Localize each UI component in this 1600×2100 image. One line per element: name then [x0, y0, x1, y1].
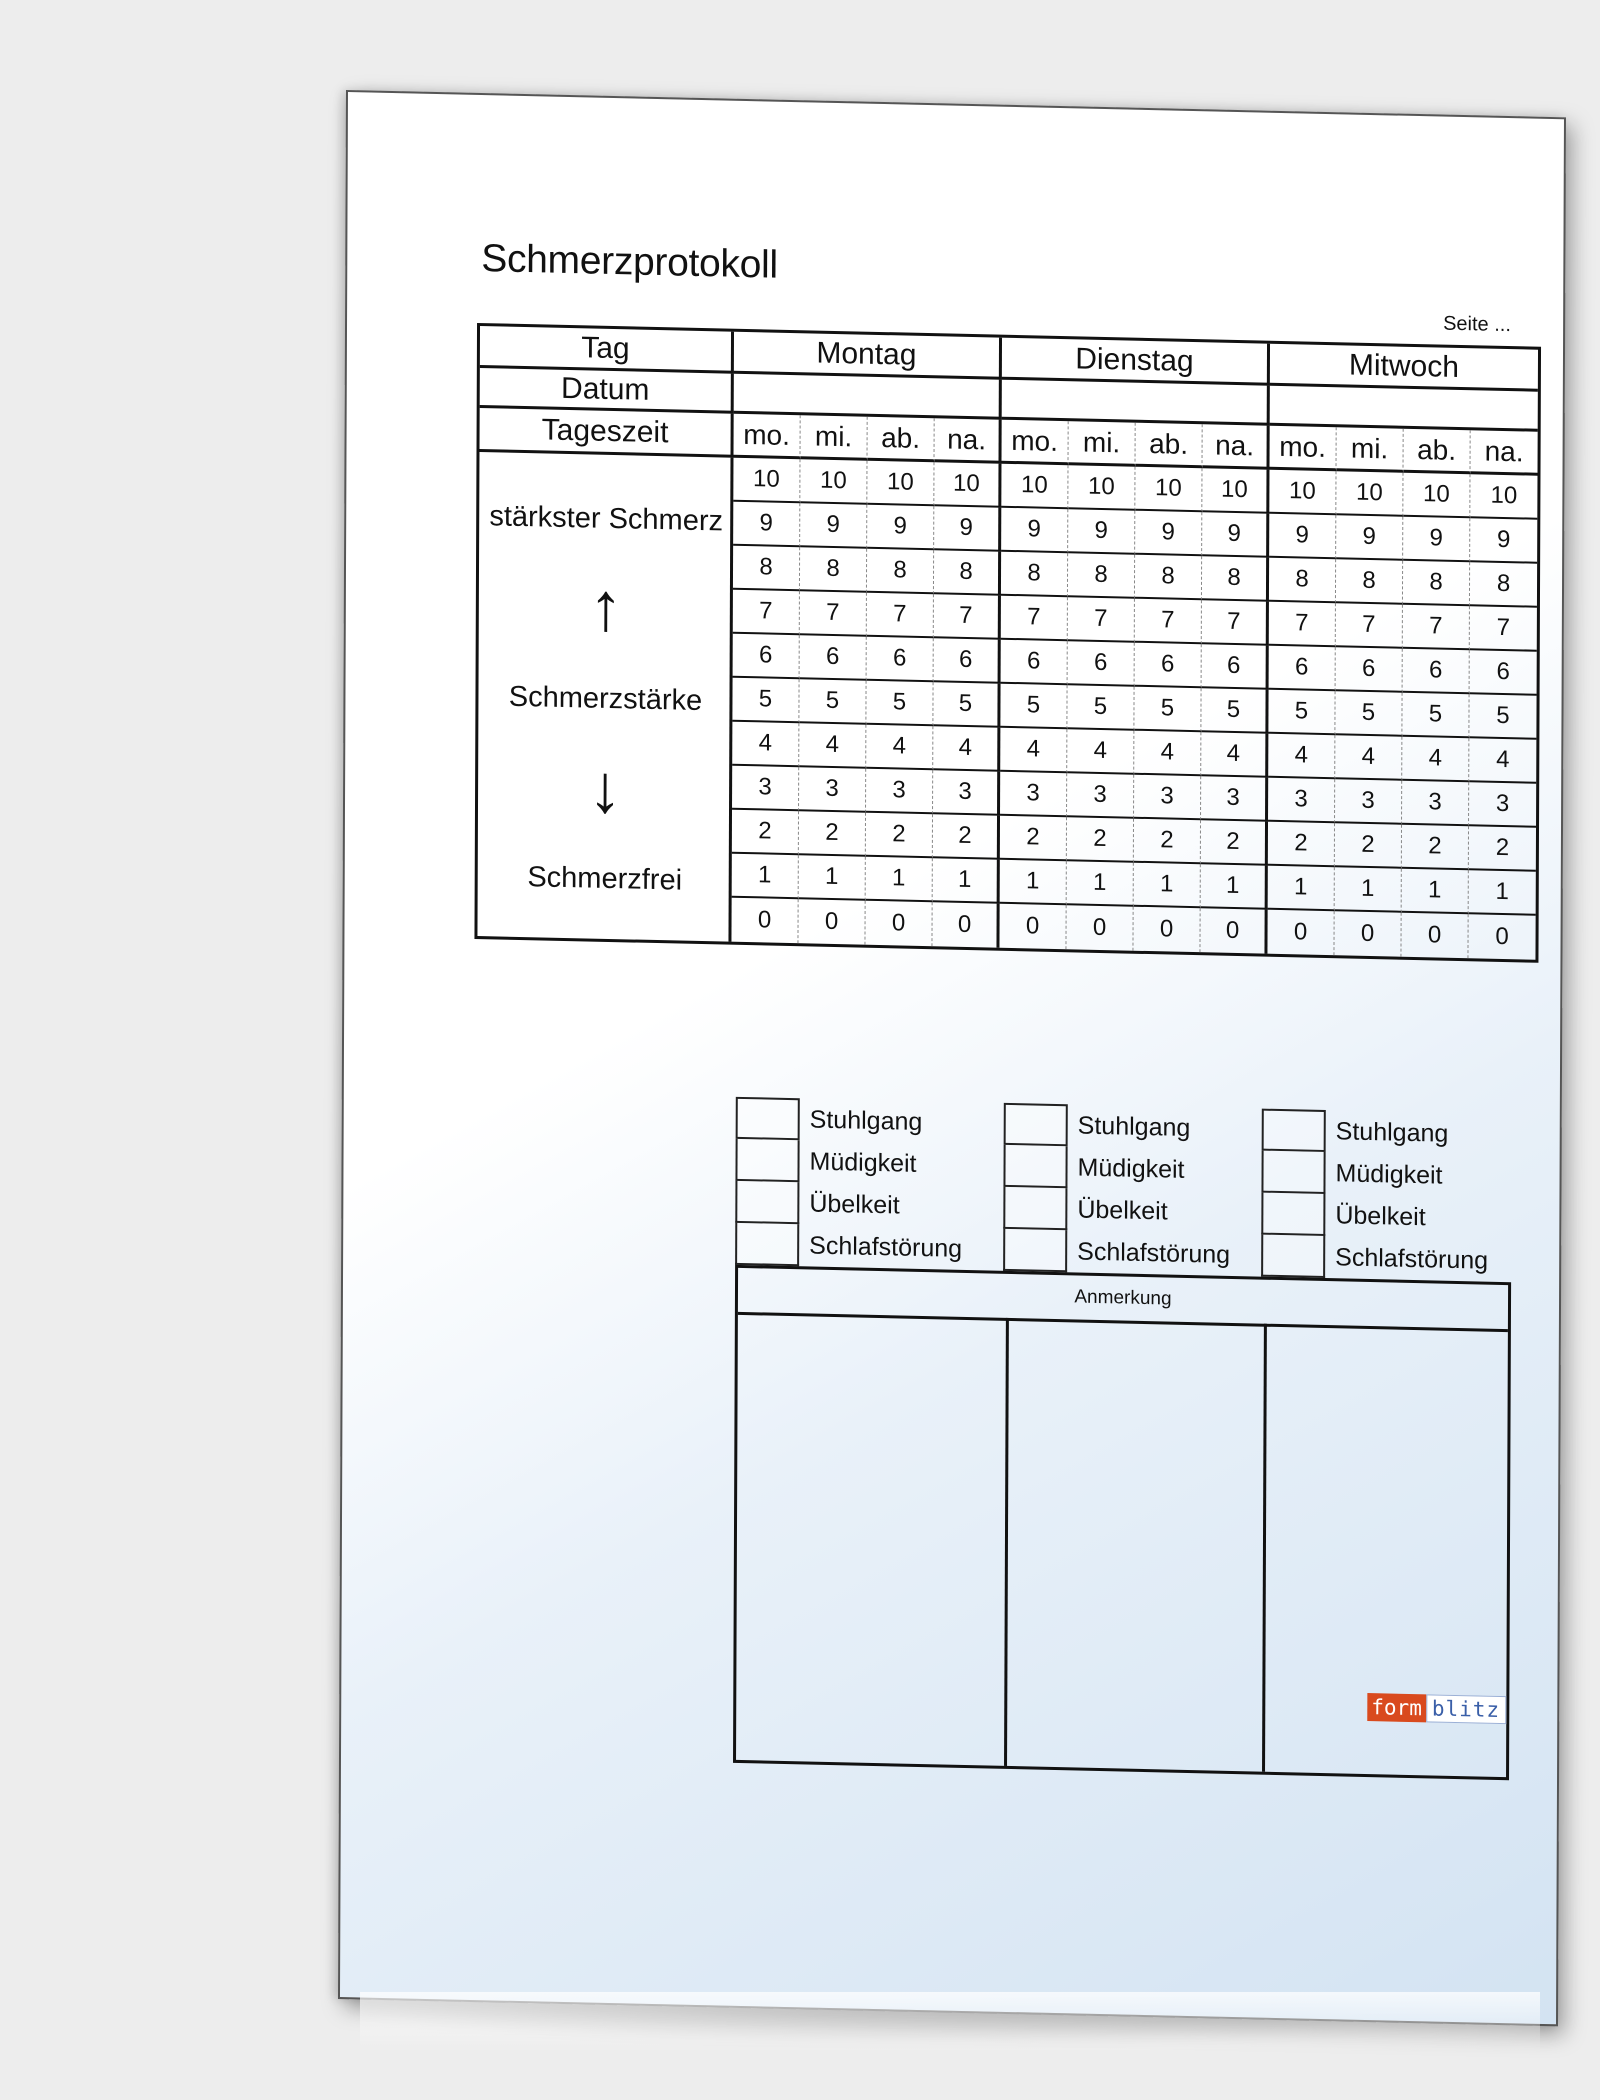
- symptom-checkbox[interactable]: [736, 1097, 800, 1140]
- symptom-checkbox[interactable]: [1262, 1109, 1326, 1152]
- pain-score-cell[interactable]: 0: [999, 904, 1066, 950]
- symptom-row: [1261, 1151, 1442, 1197]
- pain-score-cell[interactable]: 1: [799, 855, 866, 901]
- pain-score-cell[interactable]: 4: [866, 725, 933, 771]
- symptom-checkbox[interactable]: [735, 1139, 799, 1182]
- pain-score-cell[interactable]: 1: [1067, 861, 1134, 907]
- symptom-row: [1261, 1193, 1426, 1239]
- pain-score-cell[interactable]: 8: [867, 549, 934, 595]
- pain-score-cell[interactable]: 1: [1402, 869, 1469, 915]
- pain-score-cell[interactable]: 5: [1402, 693, 1469, 739]
- page-number-label: Seite ...: [1443, 312, 1511, 337]
- pain-score-cell[interactable]: 4: [1335, 735, 1402, 781]
- pain-score-cell[interactable]: 5: [1134, 687, 1201, 733]
- pain-score-cell[interactable]: 10: [1403, 473, 1470, 519]
- notes-column-1[interactable]: [1004, 1318, 1267, 1772]
- pain-score-cell[interactable]: 0: [1334, 911, 1401, 957]
- pain-score-cell[interactable]: 5: [1201, 688, 1268, 734]
- symptom-label: Übelkeit: [1335, 1200, 1426, 1231]
- date-field-0[interactable]: [734, 374, 1002, 420]
- symptom-label: Schlafstörung: [1335, 1242, 1489, 1275]
- label-pain-intensity: Schmerzstärke: [508, 680, 703, 718]
- pain-score-cell[interactable]: 10: [1470, 474, 1537, 520]
- pain-score-cell[interactable]: 3: [1134, 775, 1201, 821]
- pain-score-cell[interactable]: 8: [1001, 552, 1068, 598]
- pain-score-cell[interactable]: 7: [1001, 596, 1068, 642]
- symptom-row: [736, 1097, 923, 1143]
- pain-score-cell[interactable]: 10: [867, 461, 934, 507]
- pain-score-cell[interactable]: 7: [1336, 603, 1403, 649]
- pain-score-cell[interactable]: 2: [732, 810, 799, 856]
- pain-score-cell[interactable]: 0: [1401, 913, 1468, 959]
- time-slot-header: mo.: [733, 414, 800, 460]
- symptom-label: Übelkeit: [809, 1188, 900, 1220]
- pain-scale-table: [474, 323, 1541, 963]
- symptom-row: [1004, 1103, 1191, 1149]
- pain-score-cell[interactable]: 0: [1267, 910, 1334, 956]
- pain-score-cell[interactable]: 1: [933, 858, 1000, 904]
- pain-score-cell[interactable]: 4: [1000, 728, 1067, 774]
- symptom-checkbox[interactable]: [735, 1223, 799, 1266]
- pain-score-cell[interactable]: 3: [866, 769, 933, 815]
- pain-score-cell[interactable]: 2: [1335, 823, 1402, 869]
- document-page: [338, 90, 1566, 2026]
- logo-part-form: form: [1367, 1693, 1426, 1722]
- symptom-row: [1261, 1235, 1488, 1282]
- arrow-up-icon: ↑: [588, 568, 624, 646]
- pain-score-cell[interactable]: 8: [800, 547, 867, 593]
- pain-score-cell[interactable]: 9: [1001, 508, 1068, 554]
- pain-score-cell[interactable]: 7: [1403, 605, 1470, 651]
- pain-score-cell[interactable]: 3: [933, 770, 1000, 816]
- time-slot-header: mi.: [1068, 421, 1135, 467]
- pain-score-cell[interactable]: 1: [1000, 860, 1067, 906]
- pain-score-cell[interactable]: 6: [1202, 644, 1269, 690]
- symptom-label: Stuhlgang: [1335, 1116, 1449, 1148]
- time-slot-header: na.: [1202, 424, 1269, 470]
- pain-score-cell[interactable]: 8: [1068, 553, 1135, 599]
- symptom-row: [735, 1139, 916, 1185]
- pain-score-cell[interactable]: 6: [867, 637, 934, 683]
- pain-score-cell[interactable]: 6: [1269, 646, 1336, 692]
- notes-column-0[interactable]: [736, 1312, 1009, 1766]
- pain-score-cell[interactable]: 4: [732, 722, 799, 768]
- pain-score-cell[interactable]: 9: [1135, 511, 1202, 557]
- pain-score-cell[interactable]: 7: [867, 593, 934, 639]
- symptom-label: Schlafstörung: [809, 1230, 963, 1263]
- pain-score-cell[interactable]: 8: [934, 550, 1001, 596]
- pain-score-cell[interactable]: 2: [933, 814, 1000, 860]
- symptom-checkbox[interactable]: [1003, 1229, 1067, 1272]
- time-slot-header: ab.: [1403, 429, 1470, 475]
- day-header-1: Dienstag: [1002, 338, 1270, 386]
- time-slot-header: ab.: [867, 417, 934, 463]
- pain-score-cell[interactable]: 8: [1470, 562, 1537, 608]
- pain-score-cell[interactable]: 7: [800, 591, 867, 637]
- pain-score-cell[interactable]: 8: [733, 546, 800, 592]
- notes-header: Anmerkung: [738, 1268, 1508, 1332]
- pain-score-cell[interactable]: 5: [1335, 691, 1402, 737]
- symptom-label: Müdigkeit: [809, 1146, 917, 1178]
- pain-score-cell[interactable]: 3: [1000, 772, 1067, 818]
- pain-score-cell[interactable]: 1: [732, 854, 799, 900]
- pain-score-cell[interactable]: 8: [1135, 555, 1202, 601]
- pain-score-cell[interactable]: 0: [798, 899, 865, 945]
- symptom-checkbox[interactable]: [1261, 1235, 1325, 1278]
- time-slot-header: mo.: [1001, 420, 1068, 466]
- page-reflection: [360, 1992, 1540, 2052]
- pain-score-cell[interactable]: 10: [1135, 467, 1202, 513]
- pain-score-cell[interactable]: 4: [1469, 738, 1536, 784]
- pain-score-cell[interactable]: 4: [1067, 729, 1134, 775]
- pain-score-cell[interactable]: 7: [1470, 606, 1537, 652]
- symptom-row: [735, 1181, 900, 1227]
- time-slot-header: ab.: [1135, 423, 1202, 469]
- pain-score-cell[interactable]: 8: [1336, 559, 1403, 605]
- pain-score-cell[interactable]: 2: [799, 811, 866, 857]
- symptom-row: [1262, 1109, 1449, 1155]
- symptom-checkbox[interactable]: [1261, 1193, 1325, 1236]
- pain-score-cell[interactable]: 1: [1201, 864, 1268, 910]
- pain-score-cell[interactable]: 2: [1134, 819, 1201, 865]
- pain-score-cell[interactable]: 6: [1336, 647, 1403, 693]
- pain-score-cell[interactable]: 10: [1269, 470, 1336, 516]
- pain-score-cell[interactable]: 6: [934, 638, 1001, 684]
- pain-score-cell[interactable]: 6: [1135, 643, 1202, 689]
- pain-score-cell[interactable]: 4: [799, 723, 866, 769]
- pain-score-cell[interactable]: 2: [1000, 816, 1067, 862]
- row-label-day: Tag: [480, 326, 734, 374]
- pain-score-cell[interactable]: 9: [800, 503, 867, 549]
- pain-score-cell[interactable]: 9: [1202, 512, 1269, 558]
- pain-score-cell[interactable]: 1: [866, 857, 933, 903]
- pain-score-cell[interactable]: 6: [800, 635, 867, 681]
- pain-score-cell[interactable]: 10: [1068, 465, 1135, 511]
- pain-score-cell[interactable]: 2: [1067, 817, 1134, 863]
- row-label-time_of_day: Tageszeit: [479, 408, 733, 458]
- pain-score-cell[interactable]: 9: [1470, 518, 1537, 564]
- label-pain-free: Schmerzfrei: [527, 861, 683, 897]
- pain-score-cell[interactable]: 7: [1135, 599, 1202, 645]
- pain-score-cell[interactable]: 7: [934, 594, 1001, 640]
- pain-score-cell[interactable]: 0: [1200, 908, 1267, 954]
- pain-score-cell[interactable]: 5: [866, 681, 933, 727]
- pain-score-cell[interactable]: 7: [1202, 600, 1269, 646]
- pain-score-cell[interactable]: 3: [1335, 779, 1402, 825]
- date-field-2[interactable]: [1270, 386, 1538, 432]
- pain-score-cell[interactable]: 3: [1402, 781, 1469, 827]
- pain-score-cell[interactable]: 10: [1001, 464, 1068, 510]
- pain-score-cell[interactable]: 8: [1403, 561, 1470, 607]
- pain-score-cell[interactable]: 2: [1469, 826, 1536, 872]
- symptom-label: Übelkeit: [1077, 1194, 1168, 1226]
- symptom-checkbox[interactable]: [1261, 1151, 1325, 1194]
- arrow-down-icon: ↓: [587, 750, 623, 828]
- pain-score-cell[interactable]: 4: [933, 726, 1000, 772]
- label-strongest-pain: stärkster Schmerz: [489, 500, 724, 538]
- pain-score-cell[interactable]: 4: [1402, 737, 1469, 783]
- symptom-checkbox[interactable]: [1004, 1103, 1068, 1146]
- pain-score-cell[interactable]: 10: [800, 459, 867, 505]
- pain-score-cell[interactable]: 7: [1068, 597, 1135, 643]
- symptom-label: Stuhlgang: [1077, 1110, 1191, 1142]
- pain-score-cell[interactable]: 6: [1470, 650, 1537, 696]
- pain-score-cell[interactable]: 6: [733, 634, 800, 680]
- pain-score-cell[interactable]: 2: [866, 813, 933, 859]
- pain-score-cell[interactable]: 0: [1066, 905, 1133, 951]
- pain-score-cell[interactable]: 1: [1268, 866, 1335, 912]
- pain-score-cell[interactable]: 3: [1067, 773, 1134, 819]
- symptom-row: [1003, 1229, 1230, 1276]
- row-label-date: Datum: [480, 368, 734, 414]
- pain-score-cell[interactable]: 9: [934, 506, 1001, 552]
- pain-score-cell[interactable]: 3: [732, 766, 799, 812]
- pain-score-cell[interactable]: 7: [1269, 602, 1336, 648]
- symptom-checkbox[interactable]: [735, 1181, 799, 1224]
- symptom-checkbox[interactable]: [1003, 1145, 1067, 1188]
- symptom-row: [1003, 1145, 1184, 1191]
- symptom-label: Müdigkeit: [1077, 1152, 1185, 1184]
- pain-score-cell[interactable]: 5: [1469, 694, 1536, 740]
- pain-score-cell[interactable]: 0: [1133, 907, 1200, 953]
- pain-score-cell[interactable]: 4: [1268, 734, 1335, 780]
- pain-score-cell[interactable]: 0: [932, 902, 999, 948]
- pain-score-cell[interactable]: 3: [1201, 776, 1268, 822]
- pain-score-cell[interactable]: 2: [1268, 822, 1335, 868]
- pain-score-cell[interactable]: 1: [1134, 863, 1201, 909]
- pain-score-cell[interactable]: 6: [1068, 641, 1135, 687]
- pain-score-cell[interactable]: 9: [1269, 514, 1336, 560]
- pain-score-cell[interactable]: 2: [1201, 820, 1268, 866]
- pain-score-cell[interactable]: 7: [733, 590, 800, 636]
- symptom-label: Schlafstörung: [1077, 1236, 1231, 1269]
- pain-score-cell[interactable]: 3: [1268, 778, 1335, 824]
- pain-score-cell[interactable]: 1: [1335, 867, 1402, 913]
- pain-score-cell[interactable]: 5: [1067, 685, 1134, 731]
- pain-score-cell[interactable]: 6: [1403, 649, 1470, 695]
- pain-score-cell[interactable]: 1: [1469, 870, 1536, 916]
- day-header-2: Mitwoch: [1270, 344, 1538, 392]
- pain-score-cell[interactable]: 10: [733, 458, 800, 504]
- pain-score-cell[interactable]: 5: [1000, 684, 1067, 730]
- pain-score-cell[interactable]: 10: [1336, 471, 1403, 517]
- pain-score-cell[interactable]: 0: [731, 898, 798, 944]
- pain-score-cell[interactable]: 3: [1469, 782, 1536, 828]
- pain-score-cell[interactable]: 9: [1403, 517, 1470, 563]
- pain-score-cell[interactable]: 10: [934, 462, 1001, 508]
- pain-scale-legend: [477, 452, 733, 942]
- logo-part-blitz: blitz: [1426, 1694, 1506, 1724]
- pain-score-cell[interactable]: 9: [1068, 509, 1135, 555]
- pain-score-cell[interactable]: 0: [1495, 922, 1509, 951]
- symptom-label: Stuhlgang: [809, 1104, 923, 1136]
- time-slot-header: mi.: [800, 415, 867, 461]
- day-header-0: Montag: [734, 332, 1002, 380]
- pain-score-cell[interactable]: 9: [1336, 515, 1403, 561]
- pain-score-cell[interactable]: 8: [1269, 558, 1336, 604]
- symptom-row: [1003, 1187, 1168, 1233]
- pain-score-cell[interactable]: 5: [732, 678, 799, 724]
- pain-score-cell[interactable]: 2: [1402, 825, 1469, 871]
- date-field-1[interactable]: [1002, 380, 1270, 426]
- document-title: Schmerzprotokoll: [481, 237, 778, 287]
- time-slot-header: mi.: [1336, 427, 1403, 473]
- pain-score-cell[interactable]: 8: [1202, 556, 1269, 602]
- pain-score-cell[interactable]: 0: [865, 901, 932, 947]
- pain-score-cell[interactable]: 5: [933, 682, 1000, 728]
- time-slot-header: na.: [934, 418, 1001, 464]
- time-slot-header: mo.: [1269, 426, 1336, 472]
- pain-score-cell[interactable]: 4: [1134, 731, 1201, 777]
- symptom-row: [735, 1223, 962, 1270]
- pain-score-cell[interactable]: 10: [1202, 468, 1269, 514]
- pain-score-cell[interactable]: 5: [799, 679, 866, 725]
- symptom-label: Müdigkeit: [1335, 1158, 1443, 1190]
- pain-score-cell[interactable]: 4: [1201, 732, 1268, 778]
- time-slot-header: na.: [1470, 430, 1537, 476]
- formblitz-logo: [1367, 1693, 1506, 1724]
- symptom-checkbox[interactable]: [1003, 1187, 1067, 1230]
- pain-score-cell[interactable]: 9: [733, 502, 800, 548]
- pain-score-cell[interactable]: 5: [1268, 690, 1335, 736]
- pain-score-cell[interactable]: 3: [799, 767, 866, 813]
- pain-score-cell[interactable]: 6: [1001, 640, 1068, 686]
- pain-score-cell[interactable]: 9: [867, 505, 934, 551]
